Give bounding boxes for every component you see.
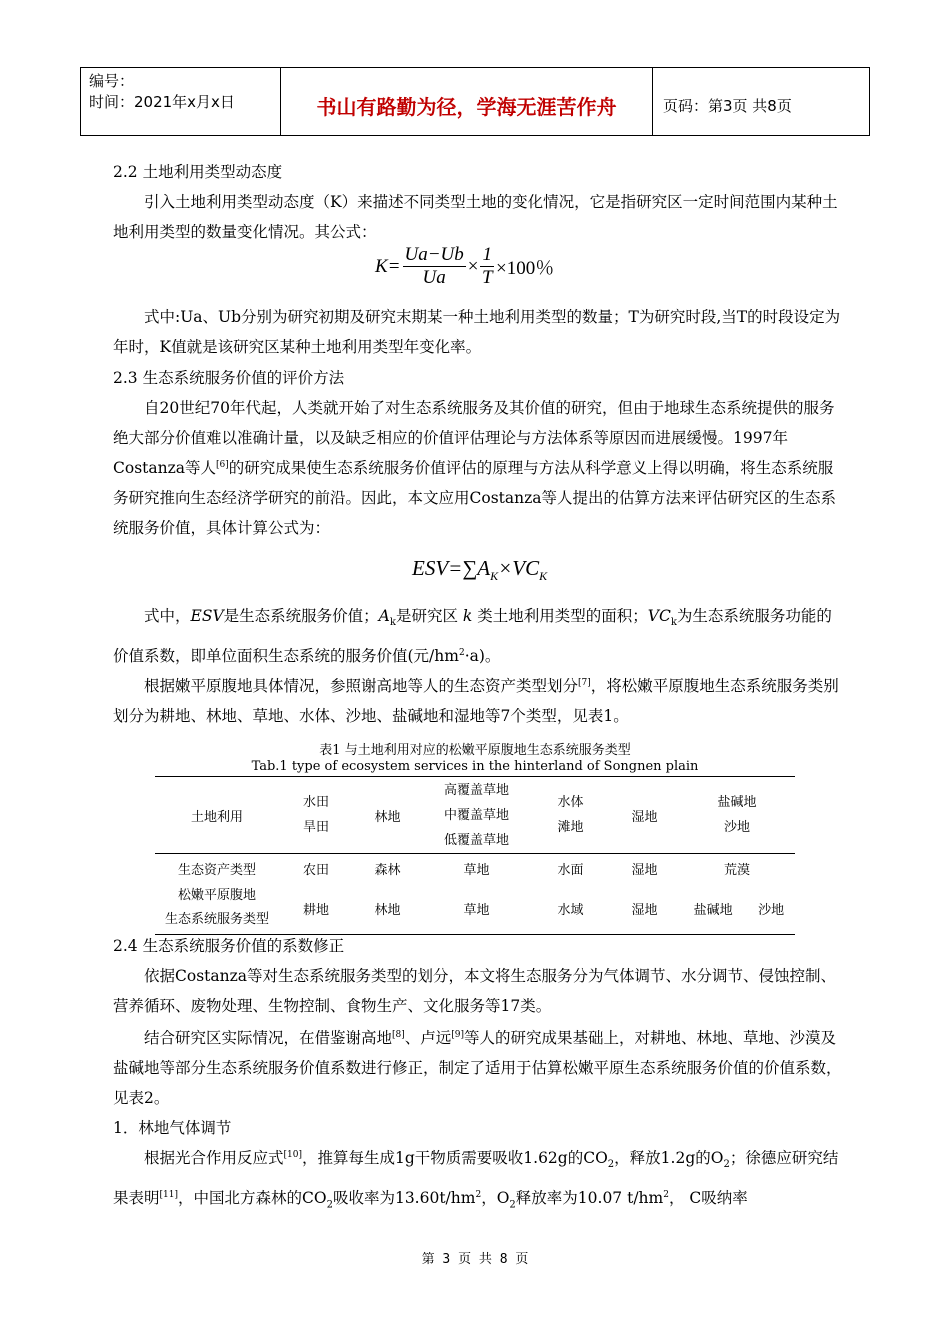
superscript: 2 (475, 1190, 482, 1201)
formula-numerator-1: Ua−Ub (404, 244, 464, 265)
paragraph (113, 1023, 843, 1113)
table-cell: 草地 (463, 902, 490, 918)
subscript: 2 (509, 1199, 516, 1211)
header-date-label: 时间：2021年x月x日 (89, 93, 235, 111)
cell-line: 水体 (557, 795, 584, 810)
formula-lhs: K= (375, 255, 401, 277)
page-header (80, 67, 870, 136)
formula-rest: ×100％ (495, 258, 555, 279)
formula-mid: ×VC (498, 556, 540, 580)
cell-line: 水田 (302, 795, 329, 810)
table-cell: 土地利用 (190, 809, 243, 825)
formula-main: ESV=∑A (412, 556, 491, 580)
table-caption (155, 743, 795, 775)
section-2-2-explanation (113, 302, 843, 362)
section-2-4 (113, 931, 843, 1220)
paragraph-text: 引入土地利用类型动态度（K）来描述不同类型土地的变化情况，它是指研究区一定时间范围内某种土地利用类型的数量变化情况。其公式： (113, 193, 838, 241)
citation-7: [7] (578, 678, 591, 689)
table-cell: 草地 (463, 862, 490, 878)
table-cell (279, 777, 353, 854)
table-cell: 湿地 (631, 809, 658, 825)
citation-9: [9] (451, 1030, 465, 1040)
cell-line: 生态系统服务类型 (164, 912, 269, 927)
formula-fraction-2 (480, 244, 494, 289)
text: 等人的研究成果基础上，对耕地、林地、草地、沙漠及盐碱地等部分生态系统服务价值系数进行修正，制定了适用于估算松嫩平原生态系统服务价值的价值系数，见表2。 (113, 1029, 842, 1107)
cell-line: 盐碱地 (717, 795, 757, 810)
table-cell: 湿地 (631, 902, 658, 918)
text: ， C吸纳率 (668, 1189, 748, 1208)
symbol-sub: k (389, 617, 396, 629)
citation-11: [11] (159, 1190, 178, 1201)
table-row (155, 777, 795, 854)
table-cell (531, 777, 610, 854)
table-cell: 农田 (302, 862, 329, 878)
table-cell: 生态资产类型 (177, 862, 256, 878)
cell-line: 松嫩平原腹地 (177, 888, 256, 903)
symbol-k: k (462, 607, 473, 625)
formula-sub: K (490, 569, 499, 584)
text: ；徐德应研究结果表明 (113, 1149, 839, 1208)
text: 是研究区 (395, 607, 458, 625)
table-row (155, 854, 795, 883)
table-cell: 荒漠 (723, 862, 750, 878)
text: 释放率为10.07 t/hm (515, 1189, 664, 1208)
symbol-a: A (378, 607, 390, 625)
table-cell: 林地 (374, 902, 401, 918)
header-page-label: 页码：第3页 共8页 (663, 97, 792, 115)
table-cell: 林地 (374, 809, 401, 825)
section-heading: 2.4 生态系统服务价值的系数修正 (113, 937, 345, 955)
table-cell: 水域 (557, 902, 584, 918)
esv-formula (412, 556, 547, 584)
citation-10: [10] (283, 1150, 302, 1160)
symbol-vc: VC (647, 607, 671, 625)
section-heading: 2.3 生态系统服务价值的评价方法 (113, 369, 345, 387)
section-2-3-explanation (113, 601, 843, 731)
formula-fraction-1 (403, 244, 466, 289)
table-cell: 湿地 (631, 862, 658, 878)
section-2-2 (113, 157, 843, 247)
cell-line: 高覆盖草地 (443, 782, 509, 798)
text: ，将松嫩平原腹地生态系统服务类别划分为耕地、林地、草地、水体、沙地、盐碱地和湿地等7个类型，见表1。 (113, 677, 839, 726)
formula-sub: K (539, 569, 548, 584)
paragraph (113, 601, 843, 671)
page-footer: 第 3 页 共 8 页 (421, 1252, 529, 1267)
text: ，释放1.2g的O (614, 1149, 724, 1167)
text: 根据光合作用反应式 (144, 1149, 284, 1167)
text: ，O (481, 1189, 510, 1208)
cell-line: 中覆盖草地 (443, 807, 509, 823)
table-cell: 森林 (374, 862, 401, 878)
text: 是生态系统服务价值； (223, 607, 379, 625)
land-use-table (155, 776, 795, 935)
table-caption-cn: 表1 与土地利用对应的松嫩平原腹地生态系统服务类型 (319, 743, 631, 758)
paragraph: 式中:Ua、Ub分别为研究初期及研究末期某一种土地利用类型的数量；T为研究时段,当T的时段设定为年时，K值就是该研究区某种土地利用类型年变化率。 (113, 308, 841, 356)
header-number-label: 编号： (89, 72, 135, 90)
header-motto: 书山有路勤为径，学海无涯苦作舟 (281, 68, 653, 135)
formula-numerator-2: 1 (482, 244, 492, 265)
paragraph-text: 自20世纪70年代起，人类就开始了对生态系统服务及其价值的研究，但由于地球生态系统提供的服务绝大部分价值难以准确计量，以及缺乏相应的价值评估理论与方法体系等原因而进展缓慢。1997年Costanza等人 (113, 399, 835, 477)
symbol-esv: ESV (190, 607, 224, 625)
text: 为生态系统服务功能的价值系数，即单位面积生态系统的服务价值(元/hm (113, 607, 832, 666)
paragraph-text: 的研究成果使生态系统服务价值评估的原理与方法从科学意义上得以明确，将生态系统服务研究推向生态经济学研究的前沿。因此，本文应用Costanza等人提出的估算方法来评估研究区的生态系统服务价值，具体计算公式为： (113, 459, 837, 537)
paragraph (113, 1143, 843, 1220)
formula-denominator-2: T (481, 267, 493, 288)
section-2-3 (113, 363, 843, 543)
table-cell (155, 882, 279, 935)
text: 结合研究区实际情况，在借鉴谢高地 (144, 1029, 393, 1047)
paragraph (113, 393, 843, 543)
text: ，中国北方森林的CO (178, 1189, 327, 1208)
citation-8: [8] (392, 1030, 405, 1040)
section-heading: 2.2 土地利用类型动态度 (113, 163, 283, 181)
paragraph (82, 187, 843, 247)
table-cell (679, 777, 795, 854)
text: ·a)。 (464, 647, 501, 666)
citation-6: [6] (216, 460, 229, 470)
table-cell: 水面 (557, 862, 584, 878)
formula-denominator-1: Ua (422, 267, 446, 288)
superscript: 2 (663, 1190, 669, 1201)
header-meta (81, 68, 281, 135)
paragraph (113, 671, 843, 731)
subscript: 2 (326, 1199, 333, 1211)
cell-line: 滩地 (557, 820, 584, 835)
paragraph: 依据Costanza等对生态系统服务类型的划分，本文将生态服务分为气体调节、水分调节、侵蚀控制、营养循环、废物处理、生物控制、食物生产、文化服务等17类。 (113, 967, 837, 1015)
text: 根据嫩平原腹地具体情况，参照谢高地等人的生态资产类型划分 (144, 677, 579, 696)
table-cell: 耕地 (302, 902, 329, 918)
table-cell: 盐碱地 (693, 902, 733, 918)
symbol-sub: k (670, 617, 677, 629)
text: 、卢远 (404, 1029, 452, 1047)
cell-line: 沙地 (723, 820, 750, 835)
text: 式中， (144, 607, 191, 625)
table-row (155, 882, 795, 935)
text: 吸收率为13.60t/hm (332, 1189, 476, 1208)
text: 类土地利用类型的面积； (477, 607, 648, 625)
table-cell: 沙地 (758, 902, 785, 918)
subscript: 2 (607, 1159, 615, 1171)
table-cell (422, 777, 531, 854)
superscript: 2 (458, 648, 465, 659)
table-caption-en: Tab.1 type of ecosystem services in the hinterland of Songnen plain (251, 759, 699, 774)
subscript: 2 (723, 1159, 730, 1171)
text: ，推算每生成1g干物质需要吸收1.62g的CO (302, 1149, 608, 1167)
dynamic-degree-formula (375, 244, 554, 289)
subsection-heading: 1．林地气体调节 (113, 1119, 232, 1137)
formula-times: × (467, 255, 479, 277)
cell-line: 旱田 (302, 820, 329, 835)
cell-line: 低覆盖草地 (443, 832, 509, 848)
